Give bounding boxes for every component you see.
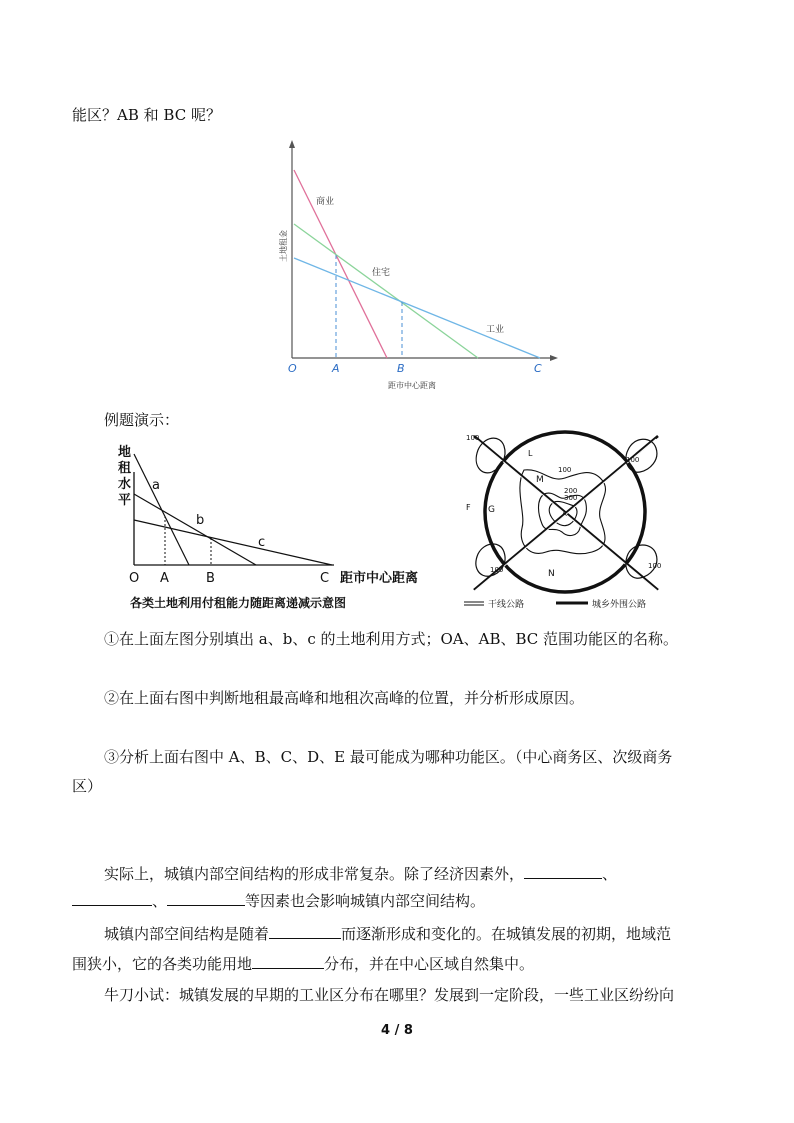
contour-label-200: 200	[564, 487, 578, 495]
ylabel-1: 地	[118, 445, 132, 460]
rent-level-chart	[112, 440, 442, 618]
tick-b: B	[397, 362, 405, 375]
x-axis-arrow	[550, 355, 558, 361]
contour-label-100: 100	[558, 466, 572, 474]
line-c	[134, 520, 332, 565]
blank-1[interactable]	[524, 864, 602, 879]
zone-l: L	[528, 449, 533, 458]
intro-line: 能区？AB 和 BC 呢？	[72, 106, 221, 124]
question-1: ①在上面左图分别填出 a、b、c 的土地利用方式；OA、AB、BC 范围功能区的名称。	[104, 630, 679, 648]
zone-m: M	[536, 475, 544, 485]
ylabel-4: 平	[118, 493, 132, 508]
chart2-caption: 各类土地利用付租能力随距离递减示意图	[130, 596, 347, 610]
blank-3[interactable]	[167, 891, 245, 906]
zone-f: F	[466, 503, 471, 512]
corner-label-nw: 100	[466, 434, 480, 442]
corner-label-sw: 100	[490, 566, 504, 574]
tick-o: O	[288, 362, 297, 375]
label-commerce: 商业	[316, 197, 335, 207]
tick-b: B	[206, 571, 215, 586]
label-residential: 住宅	[372, 268, 391, 278]
y-axis-arrow	[289, 140, 295, 148]
city-rent-map	[452, 428, 684, 616]
series-a: a	[152, 478, 160, 493]
contour-label-300: 300	[564, 494, 578, 502]
zone-n: N	[548, 569, 555, 579]
legend-ring-road: 城乡外围公路	[592, 600, 647, 610]
tick-o: O	[129, 571, 140, 586]
page-number: 4 / 8	[381, 1023, 413, 1038]
blank-2[interactable]	[72, 891, 152, 906]
paragraph-3: 牛刀小试：城镇发展的早期的工业区分布在哪里？发展到一定阶段，一些工业区纷纷向	[104, 986, 675, 1004]
ylabel-3: 水	[118, 477, 132, 492]
industry-line	[294, 258, 540, 358]
ylabel-2: 租	[118, 461, 132, 476]
chart1-xlabel: 距市中心距离	[388, 381, 436, 390]
tick-c: C	[534, 362, 542, 375]
tick-a: A	[332, 362, 340, 375]
paragraph-1-line-1: 实际上，城镇内部空间结构的形成非常复杂。除了经济因素外， 、	[104, 865, 618, 883]
legend-trunk-road: 干线公路	[488, 600, 525, 610]
example-heading: 例题演示：	[104, 411, 180, 429]
line-b	[134, 494, 256, 565]
chart2-xlabel: 距市中心距离	[340, 571, 419, 586]
chart1-ylabel: 土地租金	[279, 230, 288, 262]
paragraph-1-line-2: 、 等因素也会影响城镇内部空间结构。	[72, 891, 485, 911]
series-b: b	[196, 513, 205, 528]
corner-label-se: 100	[648, 562, 662, 570]
question-2: ②在上面右图中判断地租最高峰和地租次高峰的位置，并分析形成原因。	[104, 689, 585, 707]
zone-a: A	[562, 510, 567, 518]
series-c: c	[258, 535, 266, 550]
blank-4[interactable]	[269, 924, 341, 939]
paragraph-2-line-1: 城镇内部空间结构是随着 而逐渐形成和变化的。在城镇发展的初期，地域范	[104, 925, 672, 943]
blank-5[interactable]	[252, 954, 324, 969]
question-3-line-1: ③分析上面右图中 A、B、C、D、E 最可能成为哪种功能区。（中心商务区、次级商务	[104, 748, 673, 766]
question-3-line-2: 区）	[72, 777, 103, 795]
label-industry: 工业	[486, 325, 505, 335]
residential-line	[294, 224, 478, 358]
tick-c: C	[320, 571, 330, 586]
zone-g: G	[488, 505, 495, 515]
paragraph-2-line-2: 围狭小，它的各类功能用地 分布，并在中心区域自然集中。	[72, 955, 535, 973]
tick-a: A	[160, 571, 169, 586]
corner-label-ne: 100	[626, 456, 640, 464]
bid-rent-chart	[278, 138, 578, 398]
